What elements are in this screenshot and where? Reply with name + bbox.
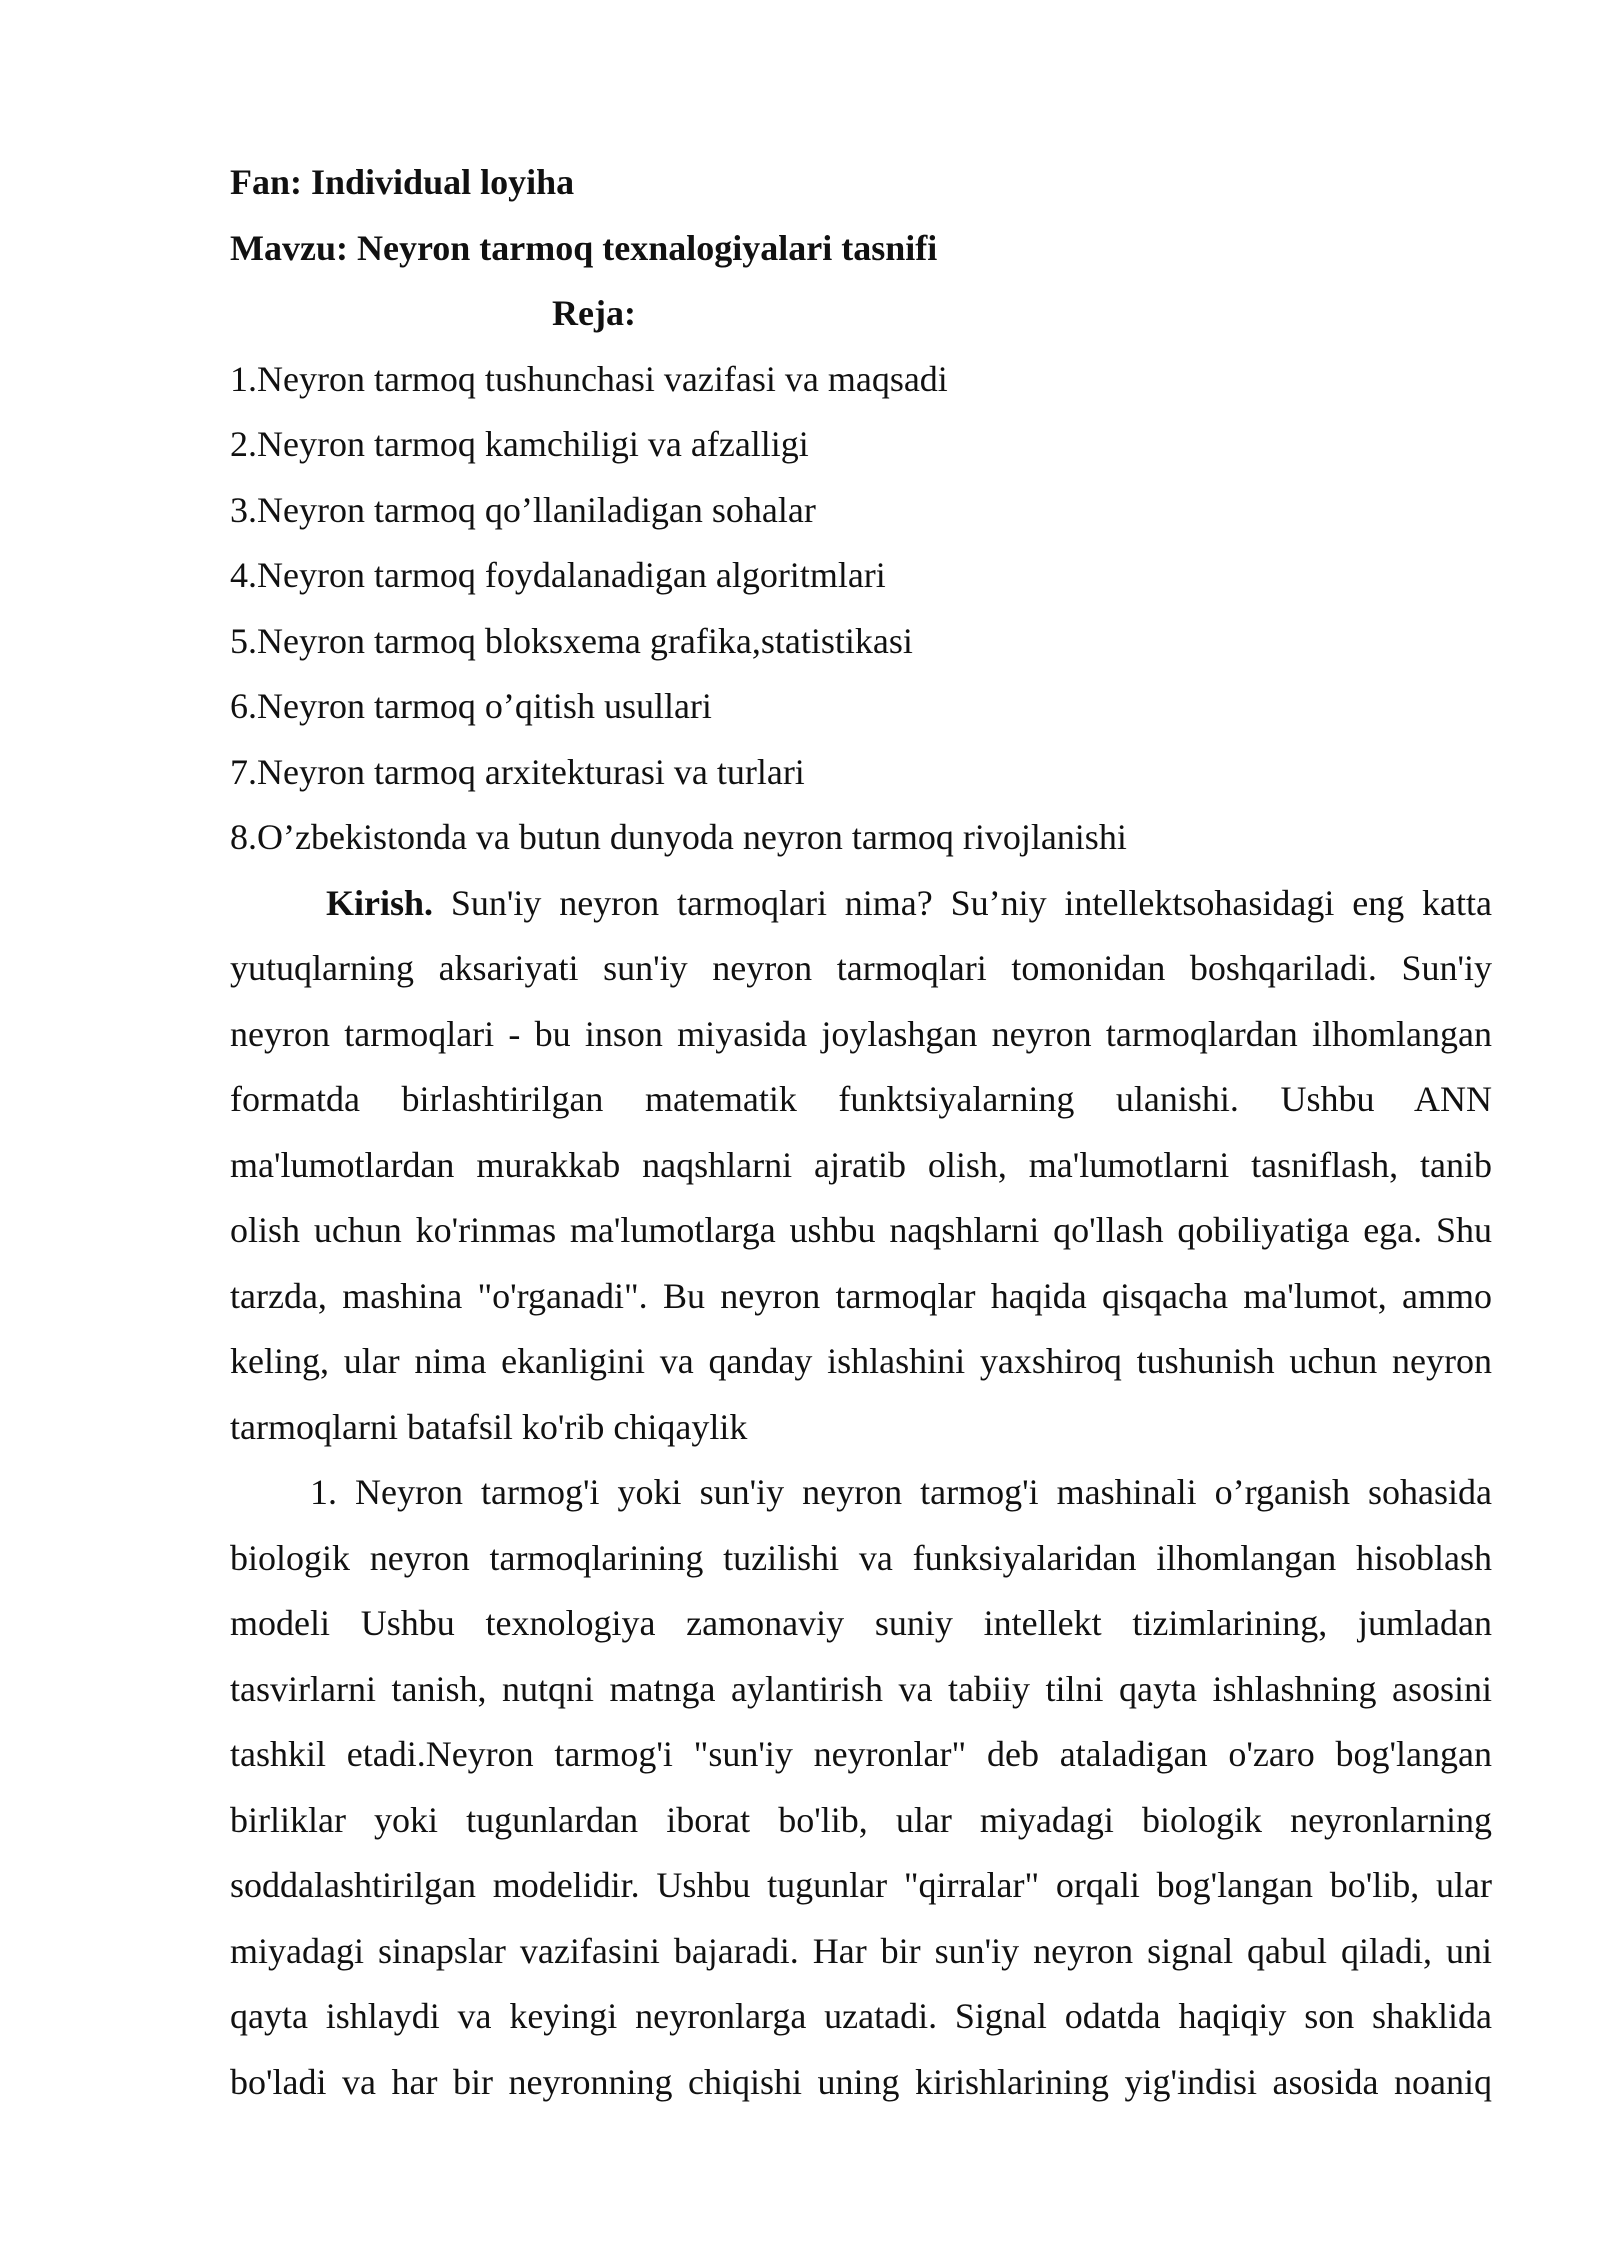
paragraph-line: neyron tarmoqlari - bu inson miyasida joylashgan neyron tarmoqlardan ilhomlangan	[230, 1013, 1492, 1054]
plan-item: 6.Neyron tarmoq o’qitish usullari	[230, 686, 712, 726]
paragraph-line: birliklar yoki tugunlardan iborat bo'lib, ular miyadagi biologik neyronlarning	[230, 1799, 1492, 1840]
paragraph-line: bo'ladi va har bir neyronning chiqishi uning kirishlarining yig'indisi asosida noaniq	[230, 2061, 1492, 2102]
paragraph-line: miyadagi sinapslar vazifasini bajaradi. Har bir sun'iy neyron signal qabul qiladi, uni	[230, 1930, 1492, 1971]
plan-item: 4.Neyron tarmoq foydalanadigan algoritmlari	[230, 555, 886, 595]
plan-item: 8.O’zbekistonda va butun dunyoda neyron tarmoq rivojlanishi	[230, 817, 1127, 857]
document-page	[230, 150, 1492, 2115]
intro-paragraph	[230, 871, 1492, 1461]
subject-line: Fan: Individual loyiha	[230, 162, 575, 202]
plan-list	[230, 347, 1492, 871]
paragraph-line: keling, ular nima ekanligini va qanday ishlashini yaxshiroq tushunish uchun neyron	[230, 1341, 1492, 1381]
plan-item: 3.Neyron tarmoq qo’llaniladigan sohalar	[230, 489, 816, 530]
topic-line: Mavzu: Neyron tarmoq texnalogiyalari tasnifi	[230, 227, 938, 268]
paragraph-line: yutuqlarning aksariyati sun'iy neyron tarmoqlari tomonidan boshqariladi. Sun'iy	[230, 948, 1492, 988]
paragraph-line: ma'lumotlardan murakkab naqshlarni ajratib olish, ma'lumotlarni tasniflash, tanib	[230, 1144, 1492, 1185]
paragraph-line: Kirish. Sun'iy neyron tarmoqlari nima? Su’niy intellektsohasidagi eng katta	[326, 882, 1492, 923]
section1-paragraph	[230, 1460, 1492, 2115]
paragraph-line: tashkil etadi.Neyron tarmog'i "sun'iy neyronlar" deb ataladigan o'zaro bog'langan	[230, 1734, 1492, 1774]
paragraph-line: tarmoqlarni batafsil ko'rib chiqaylik	[230, 1406, 748, 1447]
paragraph-line: olish uchun ko'rinmas ma'lumotlarga ushbu naqshlarni qo'llash qobiliyatiga ega. Shu	[230, 1210, 1492, 1250]
plan-item: 7.Neyron tarmoq arxitekturasi va turlari	[230, 751, 805, 792]
plan-item: 5.Neyron tarmoq bloksxema grafika,statistikasi	[230, 620, 913, 661]
paragraph-line: 1. Neyron tarmog'i yoki sun'iy neyron tarmog'i mashinali o’rganish sohasida	[310, 1472, 1492, 1512]
section1-lead: 1.	[310, 1472, 337, 1512]
paragraph-line: formatda birlashtirilgan matematik funktsiyalarning ulanishi. Ushbu ANN	[230, 1079, 1492, 1119]
paragraph-line: biologik neyron tarmoqlarining tuzilishi va funksiyalaridan ilhomlangan hisoblash	[230, 1537, 1492, 1578]
paragraph-line: tarzda, mashina "o'rganadi". Bu neyron tarmoqlar haqida qisqacha ma'lumot, ammo	[230, 1275, 1492, 1316]
plan-item: 1.Neyron tarmoq tushunchasi vazifasi va maqsadi	[230, 358, 948, 399]
intro-lead: Kirish.	[326, 882, 434, 923]
plan-heading: Reja:	[552, 293, 636, 333]
paragraph-line: modeli Ushbu texnologiya zamonaviy suniy intellekt tizimlarining, jumladan	[230, 1603, 1492, 1643]
paragraph-line: soddalashtirilgan modelidir. Ushbu tugunlar "qirralar" orqali bog'langan bo'lib, ular	[230, 1865, 1492, 1905]
plan-item: 2.Neyron tarmoq kamchiligi va afzalligi	[230, 424, 809, 464]
paragraph-line: qayta ishlaydi va keyingi neyronlarga uzatadi. Signal odatda haqiqiy son shaklida	[230, 1996, 1492, 2036]
paragraph-line: tasvirlarni tanish, nutqni matnga aylantirish va tabiiy tilni qayta ishlashning asosini	[230, 1668, 1492, 1709]
